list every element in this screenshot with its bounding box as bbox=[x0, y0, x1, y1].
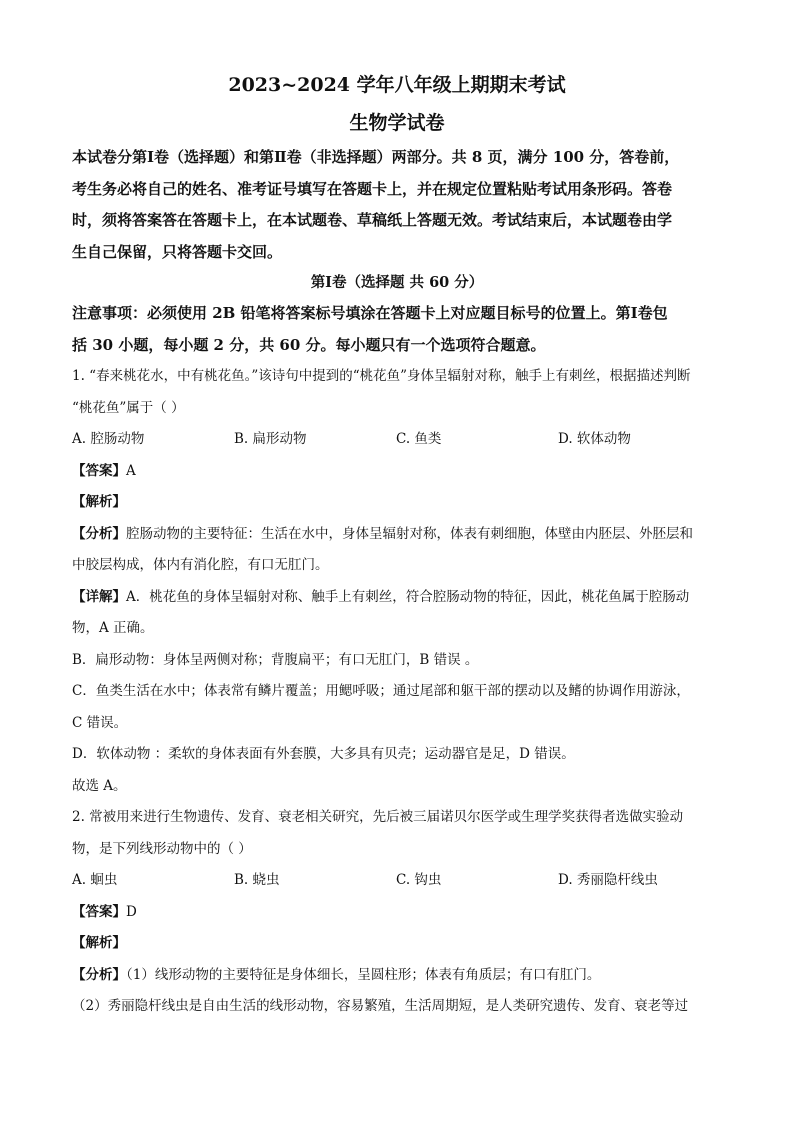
xiangjie-label: 【详解】 bbox=[72, 588, 126, 605]
intro-line: 考生务必将自己的姓名、准考证号填写在答题卡上，并在规定位置粘贴考试用条形码。答卷 bbox=[72, 179, 673, 198]
question-stem-line: 物，是下列线形动物中的（ ） bbox=[72, 840, 252, 857]
option-list bbox=[72, 424, 722, 456]
xiangjie-line: 物，A 正确。 bbox=[72, 620, 154, 636]
analysis-label: 【解析】 bbox=[72, 494, 126, 510]
question-2 bbox=[72, 802, 722, 1023]
option-b: B. 扁形动物 bbox=[234, 431, 307, 447]
exam-title: 2023~2024 学年八年级上期期末考试 bbox=[228, 74, 566, 96]
option-list bbox=[72, 865, 722, 897]
notice-line: 括 30 小题，每小题 2 分，共 60 分。每小题只有一个选项符合题意。 bbox=[72, 335, 546, 354]
option-d: D. 秀丽隐杆线虫 bbox=[558, 872, 658, 888]
analysis-heading bbox=[72, 487, 722, 519]
answer-value: D bbox=[126, 903, 137, 920]
notice-paragraph bbox=[72, 298, 722, 361]
fenxi-text: （1）线形动物的主要特征是身体细长，呈圆柱形；体表有角质层；有口有肛门。 bbox=[126, 966, 601, 983]
fenxi-line: （2）秀丽隐杆线虫是自由生活的线形动物，容易繁殖，生活周期短，是人类研究遗传、发育、衰老等过 bbox=[72, 998, 689, 1014]
fenxi-label: 【分析】 bbox=[72, 525, 126, 542]
answer-line bbox=[72, 456, 722, 488]
intro-line: 生自己保留，只将答题卡交回。 bbox=[72, 242, 283, 261]
question-1 bbox=[72, 361, 722, 802]
answer-value: A bbox=[126, 462, 136, 479]
conclusion: 故选 A。 bbox=[72, 777, 127, 794]
section-title: 第Ⅰ卷（选择题 共 60 分） bbox=[310, 274, 484, 291]
fenxi-text: 腔肠动物的主要特征：生活在水中，身体呈辐射对称，体表有刺细胞，体壁由内胚层、外胚层和 bbox=[126, 525, 693, 542]
option-b: B. 蛲虫 bbox=[234, 872, 280, 888]
option-c-explanation: C 错误。 bbox=[72, 714, 128, 731]
xiangjie-line bbox=[72, 582, 722, 614]
option-c: C. 钩虫 bbox=[396, 872, 442, 888]
exam-subtitle: 生物学试卷 bbox=[349, 112, 445, 134]
fenxi-line bbox=[72, 960, 722, 992]
answer-label: 【答案】 bbox=[72, 903, 126, 920]
answer-line bbox=[72, 897, 722, 929]
option-b-explanation: B．扁形动物：身体呈两侧对称；背腹扁平；有口无肛门，B 错误 。 bbox=[72, 651, 479, 668]
option-c: C. 鱼类 bbox=[396, 431, 442, 447]
option-d: D. 软体动物 bbox=[558, 431, 631, 447]
analysis-heading bbox=[72, 928, 722, 960]
question-stem-line: 2. 常被用来进行生物遗传、发育、衰老相关研究，先后被三届诺贝尔医学或生理学奖获得者选做实验动 bbox=[72, 809, 684, 825]
intro-line: 本试卷分第Ⅰ卷（选择题）和第Ⅱ卷（非选择题）两部分。共 8 页，满分 100 分，答卷前， bbox=[72, 148, 680, 166]
intro-line: 时，须将答案答在答题卡上，在本试题卷、草稿纸上答题无效。考试结束后，本试题卷由学 bbox=[72, 211, 673, 229]
question-stem-line: 1. “春来桃花水，中有桃花鱼。”该诗句中提到的“桃花鱼”身体呈辐射对称，触手上有刺丝，根据描述判断 bbox=[72, 368, 691, 384]
intro-paragraph bbox=[72, 142, 722, 268]
option-a: A. 腔肠动物 bbox=[72, 431, 145, 447]
option-d-explanation: D．软体动物 ：柔软的身体表面有外套膜，大多具有贝壳；运动器官是足，D 错误。 bbox=[72, 746, 575, 762]
fenxi-label: 【分析】 bbox=[72, 966, 126, 983]
question-stem-line: “桃花鱼”属于（ ） bbox=[72, 399, 185, 416]
option-a: A. 蛔虫 bbox=[72, 872, 118, 888]
option-c-explanation: C．鱼类生活在水中；体表常有鳞片覆盖；用鳃呼吸；通过尾部和躯干部的摆动以及鳍的协调作用游泳， bbox=[72, 683, 690, 699]
answer-label: 【答案】 bbox=[72, 462, 126, 479]
notice-line: 注意事项：必须使用 2B 铅笔将答案标号填涂在答题卡上对应题目标号的位置上。第Ⅰ卷包 bbox=[72, 304, 668, 322]
xiangjie-text: A．桃花鱼的身体呈辐射对称、触手上有刺丝，符合腔肠动物的特征，因此，桃花鱼属于腔肠动 bbox=[126, 588, 690, 605]
analysis-label: 【解析】 bbox=[72, 935, 126, 951]
fenxi-line: 中胶层构成，体内有消化腔，有口无肛门。 bbox=[72, 557, 329, 573]
fenxi-line bbox=[72, 519, 722, 551]
exam-page bbox=[72, 70, 722, 1023]
